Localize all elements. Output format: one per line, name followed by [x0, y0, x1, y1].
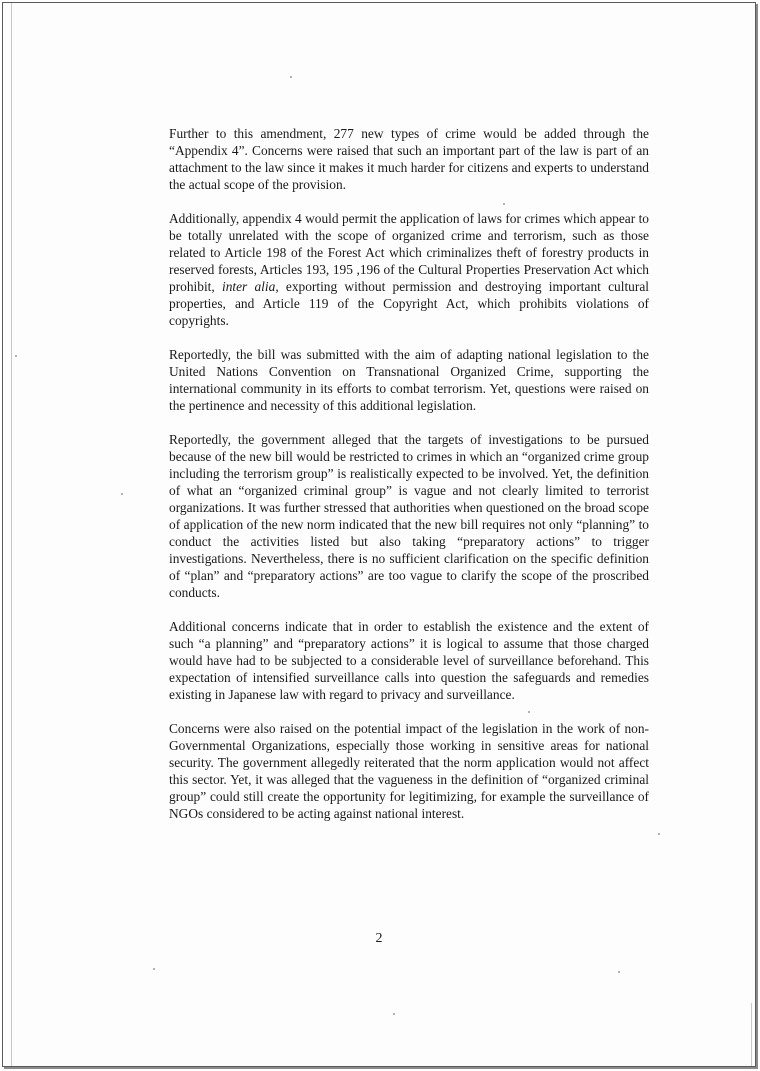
scan-speck [121, 493, 123, 495]
scan-edge-line [751, 1003, 752, 1066]
scan-speck [290, 76, 292, 78]
paragraph-un-convention: Reportedly, the bill was submitted with the aim of adapting national legislation to the United Nations Convention on Transnational Organized Crime, supporting the international community in its efforts to combat terrorism. Yet, questions were raised on the pertinence and necessity of this additional legislation. [169, 347, 649, 413]
scan-speck [658, 833, 660, 835]
document-page [2, 2, 756, 1067]
scan-edge-line [11, 3, 12, 1066]
page-number: 2 [375, 931, 383, 946]
paragraph-surveillance: Additional concerns indicate that in order to establish the existence and the extent of such “a planning” and “preparatory actions” it is logical to assume that those charged would have had to be subjected to a considerable level of surveillance beforehand. This expectation of intensified surveillance calls into question the safeguards and remedies existing in Japanese law with regard to privacy and surveillance. [169, 619, 649, 702]
paragraph-appendix-scope [169, 210, 649, 329]
scan-speck [15, 355, 17, 357]
paragraph-appendix-4: Further to this amendment, 277 new types of crime would be added through the “Appendix 4”. Concerns were raised that such an important part of the law is part of an attachment to the law since it makes it much harder for citizens and experts to understand the actual scope of the provision. [169, 126, 649, 192]
scan-speck [153, 968, 155, 970]
paragraph-text: Additionally, appendix 4 would permit the application of laws for crimes which appear to be totally unrelated with the scope of organized crime and terrorism, such as those related to Article 198 of the Forest Act which criminalizes theft of forestry products in reserved forests, Articles 193, 195 ,196 of the Cultural Properties Preservation Act which prohibit, [169, 211, 649, 294]
paragraph-text: , exporting without permission and destroying important cultural properties, and Article 119 of the Copyright Act, which prohibits violations of copyrights. [169, 279, 649, 328]
italic-phrase: inter alia [221, 279, 276, 294]
scan-speck [618, 971, 620, 973]
paragraph-ngo-impact: Concerns were also raised on the potential impact of the legislation in the work of non-Governmental Organizations, especially those working in sensitive areas for national security. The government allegedly reiterated that the norm application would not affect this sector. Yet, it was alleged that the vagueness in the definition of “organized criminal group” could still create the opportunity for legitimizing, for example the surveillance of NGOs considered to be acting against national interest. [169, 721, 649, 821]
document-body [169, 125, 649, 839]
paragraph-investigation-targets: Reportedly, the government alleged that the targets of investigations to be pursued because of the new bill would be restricted to crimes in which an “organized crime group including the terrorism group” is realistically expected to be involved. Yet, the definition of what an “organized criminal group” is vague and not clearly limited to terrorist organizations. It was further stressed that authorities when questioned on the broad scope of application of the new norm indicated that the new bill requires not only “planning” to conduct the activities listed but also taking “preparatory actions” to trigger investigations. Nevertheless, there is no sufficient clarification on the specific definition of “plan” and “preparatory actions” are too vague to clarify the scope of the proscribed conducts. [169, 432, 649, 600]
scan-speck [393, 1013, 395, 1015]
